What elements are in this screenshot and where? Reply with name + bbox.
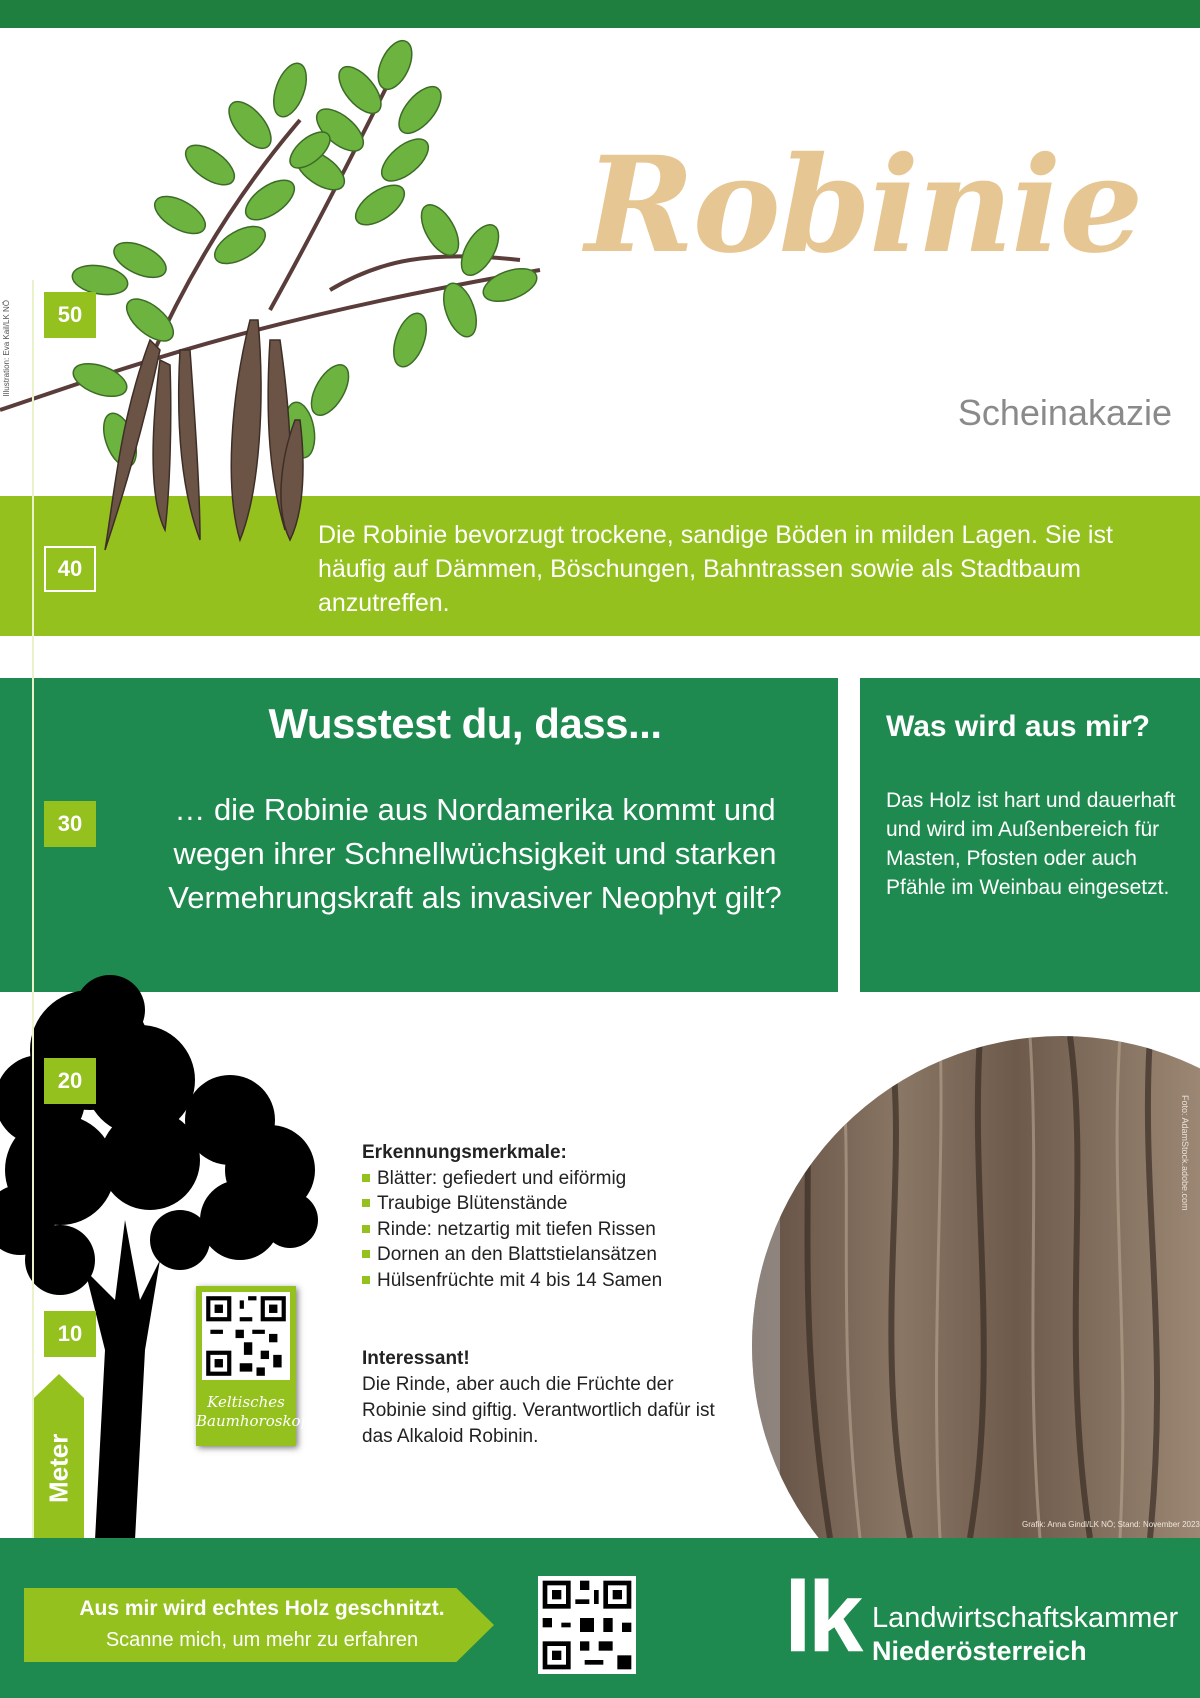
- meter-mark-50: 50: [44, 292, 96, 338]
- page-subtitle: Scheinakazie: [957, 392, 1172, 433]
- page-title: Robinie: [585, 128, 1142, 283]
- org-name-line2: Niederösterreich: [872, 1636, 1087, 1666]
- habitat-text: Die Robinie bevorzugt trockene, sandige Böden in milden Lagen. Sie ist häufig auf Dämmen, Böschungen, Bahntrassen sowie als Stadtbaum anzutreffen.: [318, 521, 1113, 617]
- footer-qr-code[interactable]: [538, 1576, 636, 1674]
- interesting-section: [362, 1346, 732, 1450]
- features-list: [362, 1166, 722, 1294]
- interesting-text: Die Rinde, aber auch die Früchte der Robinie sind giftig. Verantwortlich dafür ist das Alkaloid Robinin.: [362, 1374, 715, 1447]
- feature-item: Hülsenfrüchte mit 4 bis 14 Samen: [362, 1268, 722, 1294]
- features-heading: Erkennungsmerkmale:: [362, 1142, 567, 1163]
- feature-item: Traubige Blütenstände: [362, 1191, 722, 1217]
- horoscope-card-label: [196, 1393, 311, 1431]
- graphic-credit: Grafik: Anna Gindl/LK NÖ; Stand: November 2023: [1022, 1520, 1200, 1529]
- lk-logo-mark: lk: [784, 1561, 860, 1673]
- horoscope-qr-code[interactable]: [202, 1292, 290, 1380]
- meter-mark-30: 30: [44, 801, 96, 847]
- did-you-know-heading: Wusstest du, dass...: [268, 700, 662, 747]
- meter-scale-line: [32, 280, 34, 1538]
- features-section: [362, 1140, 722, 1293]
- bark-photo-crop: [740, 1036, 1200, 1538]
- org-name-line1: Landwirtschaftskammer: [872, 1602, 1179, 1634]
- interesting-heading: Interessant!: [362, 1348, 470, 1369]
- cta-line2: Scanne mich, um mehr zu erfahren: [105, 1629, 419, 1651]
- illustration-credit: Illustration: Eva Kail/LK NÖ: [2, 300, 11, 397]
- photo-credit: Foto: AdamStock.adobe.com: [1180, 1095, 1190, 1211]
- what-becomes-heading: Was wird aus mir?: [886, 710, 1150, 743]
- what-becomes-text: Das Holz ist hart und dauerhaft und wird im Außenbereich für Masten, Pfosten oder auch Pfähle im Weinbau eingesetzt.: [886, 789, 1176, 899]
- cta-line1: Aus mir wird echtes Holz geschnitzt.: [79, 1597, 445, 1620]
- meter-label: Meter: [43, 1433, 74, 1503]
- feature-item: Dornen an den Blattstielansätzen: [362, 1242, 722, 1268]
- meter-mark-20: 20: [44, 1058, 96, 1104]
- feature-item: Blätter: gefiedert und eiförmig: [362, 1166, 722, 1192]
- feature-item: Rinde: netzartig mit tiefen Rissen: [362, 1217, 722, 1243]
- meter-mark-40: 40: [44, 546, 96, 592]
- bark-photo: [740, 1036, 1200, 1538]
- horoscope-card-line1: Keltisches: [207, 1393, 285, 1411]
- meter-mark-10: 10: [44, 1311, 96, 1357]
- horoscope-card-line2: Baumhoroskop: [196, 1412, 311, 1430]
- did-you-know-text: … die Robinie aus Nordamerika kommt und wegen ihrer Schnellwüchsigkeit und starken Vermehrungskraft als invasiver Neophyt gilt?: [168, 792, 782, 915]
